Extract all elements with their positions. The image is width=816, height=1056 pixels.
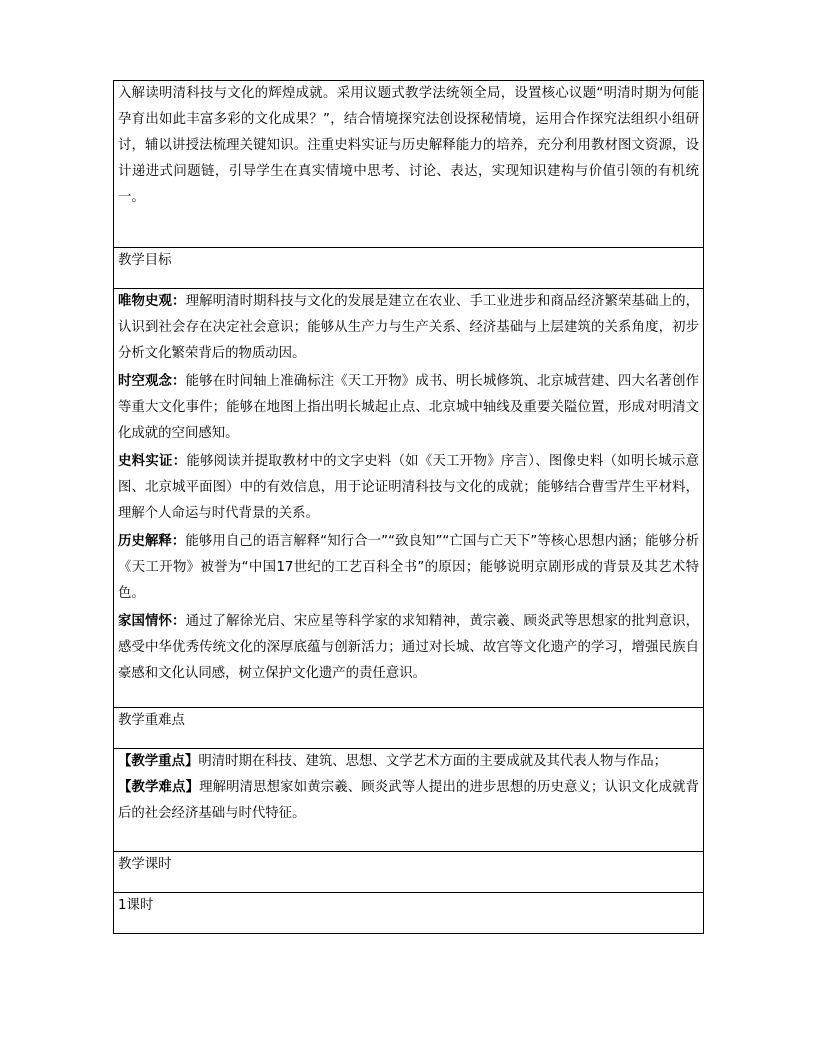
difficulty-text: 理解明清思想家如黄宗羲、顾炎武等人提出的进步思想的历史意义；认识文化成就背后的社会经济基础与时代特征。: [118, 780, 700, 821]
lesson-plan-table: [113, 80, 704, 934]
difficulty-label: 【教学难点】: [118, 780, 200, 795]
table-row: [114, 289, 704, 708]
table-row: [114, 852, 704, 893]
goal-item-evidence: [118, 449, 699, 527]
goal-item-patriotism: [118, 609, 699, 687]
key-point-item: [118, 749, 699, 775]
goal-label: 时空观念：: [118, 374, 186, 389]
table-row: [114, 749, 704, 852]
table-row: [114, 893, 704, 934]
goal-text: 能够在时间轴上准确标注《天工开物》成书、明长城修筑、北京城营建、四大名著创作等重大文化事件；能够在地图上指出明长城起止点、北京城中轴线及重要关隘位置，形成对明清文化成就的空间感知。: [118, 374, 700, 441]
goal-item-materialism: [118, 289, 699, 367]
goal-text: 理解明清时期科技与文化的发展是建立在农业、手工业进步和商品经济繁荣基础上的，认识到社会存在决定社会意识；能够从生产力与生产关系、经济基础与上层建筑的关系角度，初步分析文化繁荣背后的物质动因。: [118, 294, 700, 361]
key-points-heading: 教学重难点: [114, 708, 704, 749]
goal-text: 能够阅读并提取教材中的文字史料（如《天工开物》序言）、图像史料（如明长城示意图、北京城平面图）中的有效信息，用于论证明清科技与文化的成就；能够结合曹雪芹生平材料，理解个人命运与时代背景的关系。: [118, 454, 699, 521]
goal-item-spacetime: [118, 369, 699, 447]
goal-label: 历史解释：: [118, 534, 186, 549]
goal-label: 家国情怀：: [118, 614, 186, 629]
table-row: [114, 708, 704, 749]
key-points-cell: [114, 749, 704, 852]
key-point-text: 明清时期在科技、建筑、思想、文学艺术方面的主要成就及其代表人物与作品；: [198, 754, 668, 769]
goal-text: 通过了解徐光启、宋应星等科学家的求知精神，黄宗羲、顾炎武等思想家的批判意识，感受中华优秀传统文化的深厚底蕴与创新活力；通过对长城、故宫等文化遗产的学习，增强民族自豪感和文化认同感，树立保护文化遗产的责任意识。: [118, 614, 700, 681]
teaching-goals-heading: 教学目标: [114, 248, 704, 289]
goal-text: 能够用自己的语言解释“知行合一”“致良知”“亡国与亡天下”等核心思想内涵；能够分析《天工开物》被誉为“中国17世纪的工艺百科全书”的原因；能够说明京剧形成的背景及其艺术特色。: [118, 534, 699, 601]
teaching-method-intro: 入解读明清科技与文化的辉煌成就。采用议题式教学法统领全局，设置核心议题“明清时期为何能孕育出如此丰富多彩的文化成果？”，结合情境探究法创设探秘情境，运用合作探究法组织小组研讨，辅以讲授法梳理关键知识。注重史料实证与历史解释能力的培养，充分利用教材图文资源，设计递进式问题链，引导学生在真实情境中思考、讨论、表达，实现知识建构与价值引领的有机统一。: [114, 81, 704, 248]
teaching-goals-cell: [114, 289, 704, 708]
table-row: [114, 81, 704, 248]
table-row: [114, 248, 704, 289]
goal-item-interpretation: [118, 529, 699, 607]
goal-label: 史料实证：: [118, 454, 187, 469]
key-point-label: 【教学重点】: [118, 754, 199, 769]
class-hours-value: 1课时: [114, 893, 704, 934]
goal-label: 唯物史观：: [118, 294, 186, 309]
difficulty-item: [118, 775, 699, 827]
class-hours-heading: 教学课时: [114, 852, 704, 893]
